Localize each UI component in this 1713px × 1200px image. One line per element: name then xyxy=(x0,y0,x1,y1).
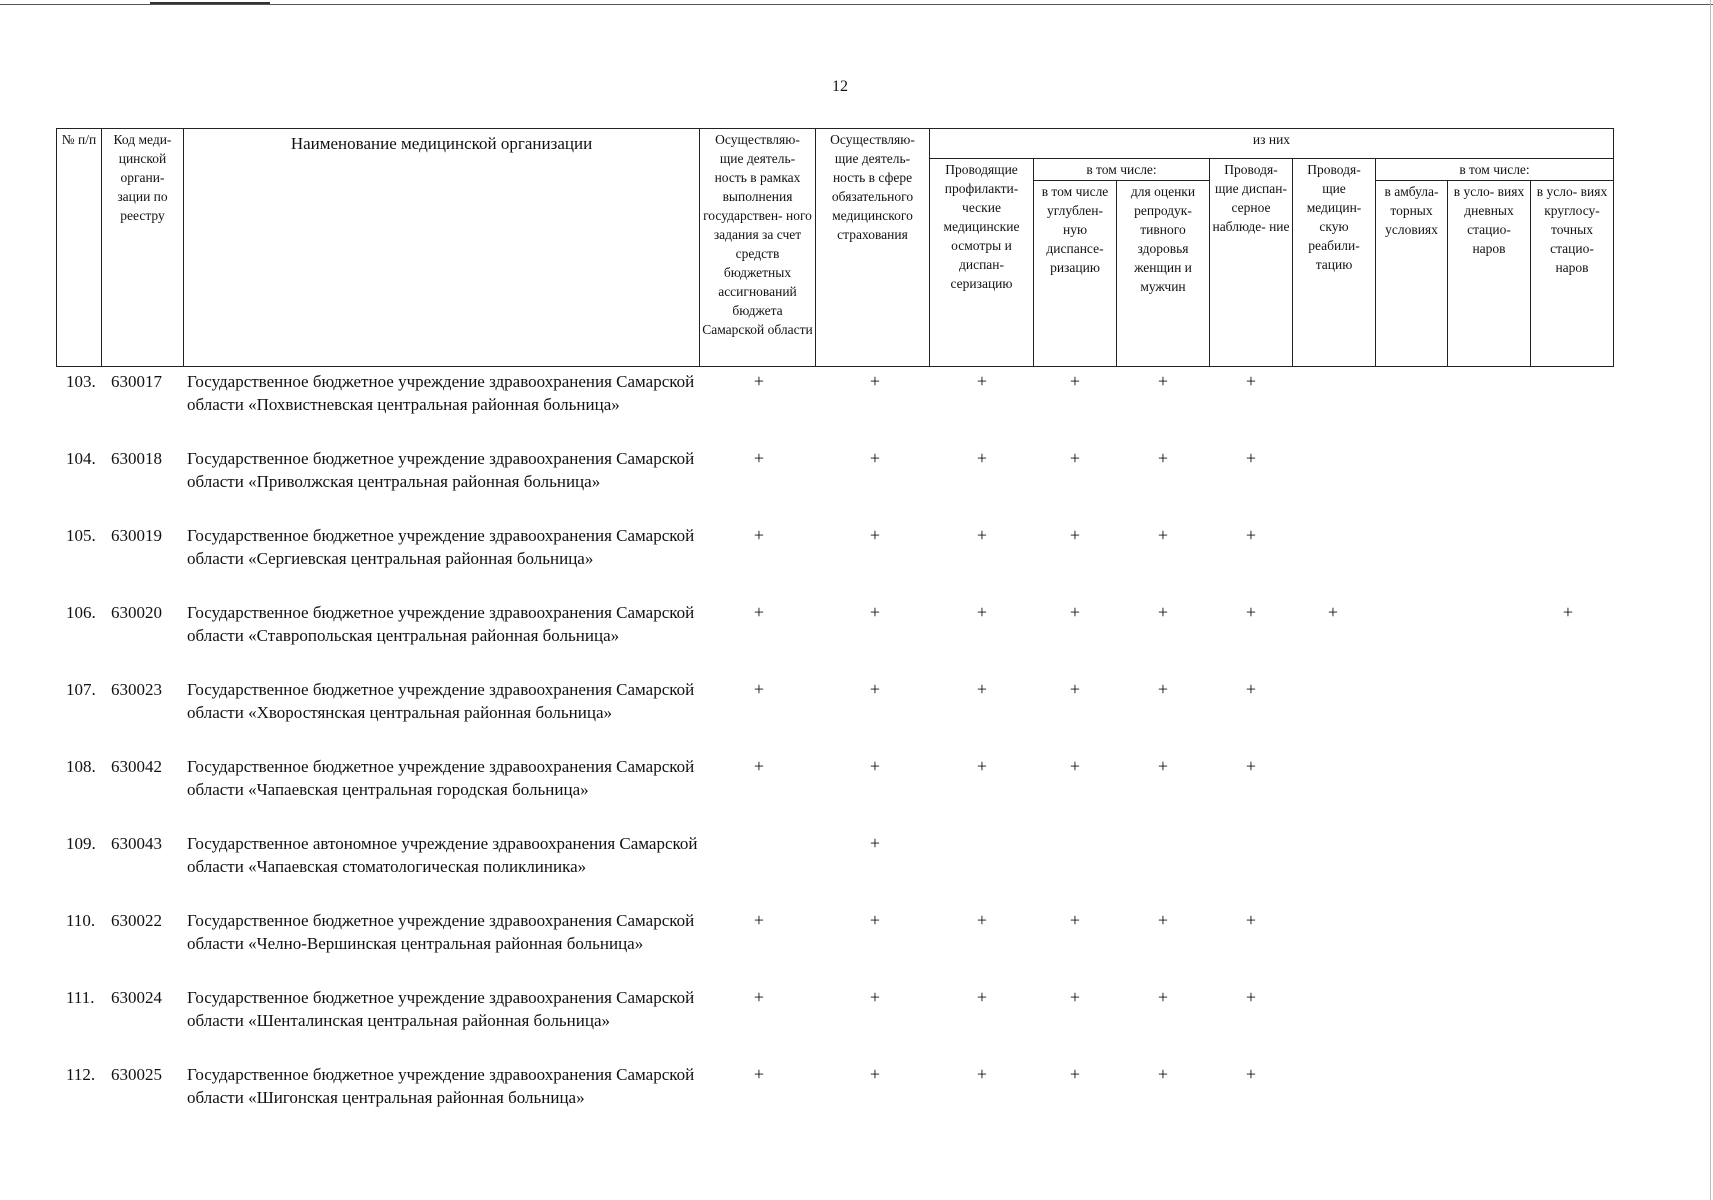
mark-disp: + xyxy=(1245,756,1257,776)
row-code: 630017 xyxy=(111,372,162,391)
mark-prof: + xyxy=(976,602,988,622)
header-budget: Осуществляю- щие деятель- ность в рамках выполнения государствен- ного задания за счет средств бюджетных ассигнований бюджета Самарской области xyxy=(700,129,816,367)
row-number: 106. xyxy=(66,603,96,622)
row-code: 630042 xyxy=(111,757,162,776)
header-reprod: для оценки репродук- тивного здоровья женщин и мужчин xyxy=(1117,181,1210,367)
table-row xyxy=(56,909,1616,986)
header-v-tom-chisle-1: в том числе: xyxy=(1034,159,1210,181)
page-right-border xyxy=(1710,0,1711,1200)
mark-oms: + xyxy=(869,987,881,1007)
row-name: Государственное бюджетное учреждение здравоохранения Самарской области «Шенталинская центральная районная больница» xyxy=(187,988,695,1030)
mark-oms: + xyxy=(869,679,881,699)
mark-budget: + xyxy=(753,987,765,1007)
mark-budget: + xyxy=(753,371,765,391)
header-ambul: в амбула- торных условиях xyxy=(1376,181,1448,367)
mark-oms: + xyxy=(869,833,881,853)
row-name: Государственное автономное учреждение здравоохранения Самарской области «Чапаевская стоматологическая поликлиника» xyxy=(187,834,698,876)
row-name: Государственное бюджетное учреждение здравоохранения Самарской области «Шигонская центральная районная больница» xyxy=(187,1065,695,1107)
mark-reprod: + xyxy=(1157,602,1169,622)
header-code: Код меди- цинской органи- зации по реестру xyxy=(102,129,184,367)
header-name: Наименование медицинской организации xyxy=(184,129,700,367)
table-row xyxy=(56,447,1616,524)
mark-reprod: + xyxy=(1157,987,1169,1007)
mark-disp: + xyxy=(1245,602,1257,622)
mark-oms: + xyxy=(869,602,881,622)
page-top-border xyxy=(0,4,1713,5)
row-number: 105. xyxy=(66,526,96,545)
mark-uglub: + xyxy=(1069,1064,1081,1084)
row-code: 630019 xyxy=(111,526,162,545)
header-oms: Осуществляю- щие деятель- ность в сфере обязательного медицинского страхования xyxy=(816,129,930,367)
row-name: Государственное бюджетное учреждение здравоохранения Самарской области «Ставропольская центральная районная больница» xyxy=(187,603,695,645)
page-number: 12 xyxy=(832,78,848,95)
table-row xyxy=(56,601,1616,678)
header-num: № п/п xyxy=(57,129,102,367)
header-iz-nih: из них xyxy=(930,129,1614,159)
mark-budget: + xyxy=(753,910,765,930)
row-number: 112. xyxy=(66,1065,96,1084)
table-header xyxy=(56,128,1614,367)
row-name: Государственное бюджетное учреждение здравоохранения Самарской области «Чапаевская центральная городская больница» xyxy=(187,757,695,799)
mark-prof: + xyxy=(976,679,988,699)
table-row xyxy=(56,370,1616,447)
mark-uglub: + xyxy=(1069,756,1081,776)
mark-reprod: + xyxy=(1157,371,1169,391)
mark-budget: + xyxy=(753,756,765,776)
mark-prof: + xyxy=(976,448,988,468)
mark-reprod: + xyxy=(1157,525,1169,545)
mark-budget: + xyxy=(753,679,765,699)
mark-oms: + xyxy=(869,448,881,468)
row-number: 103. xyxy=(66,372,96,391)
mark-oms: + xyxy=(869,371,881,391)
row-name: Государственное бюджетное учреждение здравоохранения Самарской области «Хворостянская центральная районная больница» xyxy=(187,680,695,722)
header-uglub: в том числе углублен- ную диспансе- ризацию xyxy=(1034,181,1117,367)
mark-budget: + xyxy=(753,1064,765,1084)
mark-prof: + xyxy=(976,371,988,391)
row-number: 111. xyxy=(66,988,95,1007)
row-code: 630020 xyxy=(111,603,162,622)
mark-disp: + xyxy=(1245,1064,1257,1084)
mark-uglub: + xyxy=(1069,987,1081,1007)
row-name: Государственное бюджетное учреждение здравоохранения Самарской области «Похвистневская центральная районная больница» xyxy=(187,372,695,414)
header-disp: Проводя- щие диспан- серное наблюде- ние xyxy=(1210,159,1293,367)
table-row xyxy=(56,832,1616,909)
header-round: в усло- виях круглосу- точных стацио- наров xyxy=(1531,181,1614,367)
row-code: 630023 xyxy=(111,680,162,699)
row-name: Государственное бюджетное учреждение здравоохранения Самарской области «Приволжская центральная районная больница» xyxy=(187,449,695,491)
row-number: 110. xyxy=(66,911,96,930)
mark-uglub: + xyxy=(1069,602,1081,622)
mark-rehab: + xyxy=(1327,602,1339,622)
mark-uglub: + xyxy=(1069,448,1081,468)
mark-reprod: + xyxy=(1157,910,1169,930)
mark-oms: + xyxy=(869,756,881,776)
mark-oms: + xyxy=(869,1064,881,1084)
mark-budget: + xyxy=(753,525,765,545)
header-rehab: Проводя- щие медицин- скую реабили- тацию xyxy=(1293,159,1376,367)
table-body xyxy=(56,370,1616,1140)
mark-reprod: + xyxy=(1157,448,1169,468)
row-number: 108. xyxy=(66,757,96,776)
mark-uglub: + xyxy=(1069,371,1081,391)
header-day: в усло- виях дневных стацио- наров xyxy=(1448,181,1531,367)
mark-disp: + xyxy=(1245,679,1257,699)
page-top-border-mark xyxy=(150,2,270,4)
row-name: Государственное бюджетное учреждение здравоохранения Самарской области «Сергиевская центральная районная больница» xyxy=(187,526,695,568)
mark-disp: + xyxy=(1245,910,1257,930)
row-code: 630018 xyxy=(111,449,162,468)
mark-prof: + xyxy=(976,1064,988,1084)
row-code: 630025 xyxy=(111,1065,162,1084)
table-row xyxy=(56,986,1616,1063)
mark-budget: + xyxy=(753,602,765,622)
mark-disp: + xyxy=(1245,371,1257,391)
row-number: 104. xyxy=(66,449,96,468)
mark-reprod: + xyxy=(1157,756,1169,776)
header-v-tom-chisle-2: в том числе: xyxy=(1376,159,1614,181)
table-row xyxy=(56,755,1616,832)
row-code: 630022 xyxy=(111,911,162,930)
row-number: 107. xyxy=(66,680,96,699)
header-prof: Проводящие профилакти- ческие медицинские осмотры и диспан- серизацию xyxy=(930,159,1034,367)
mark-prof: + xyxy=(976,525,988,545)
table-row xyxy=(56,1063,1616,1140)
mark-uglub: + xyxy=(1069,679,1081,699)
mark-prof: + xyxy=(976,756,988,776)
row-code: 630043 xyxy=(111,834,162,853)
mark-budget: + xyxy=(753,448,765,468)
table-row xyxy=(56,524,1616,601)
row-number: 109. xyxy=(66,834,96,853)
mark-round: + xyxy=(1562,602,1574,622)
mark-disp: + xyxy=(1245,525,1257,545)
mark-oms: + xyxy=(869,525,881,545)
mark-reprod: + xyxy=(1157,679,1169,699)
mark-disp: + xyxy=(1245,987,1257,1007)
mark-uglub: + xyxy=(1069,910,1081,930)
mark-disp: + xyxy=(1245,448,1257,468)
table-row xyxy=(56,678,1616,755)
mark-oms: + xyxy=(869,910,881,930)
mark-prof: + xyxy=(976,910,988,930)
row-code: 630024 xyxy=(111,988,162,1007)
mark-prof: + xyxy=(976,987,988,1007)
row-name: Государственное бюджетное учреждение здравоохранения Самарской области «Челно-Вершинская центральная районная больница» xyxy=(187,911,695,953)
mark-reprod: + xyxy=(1157,1064,1169,1084)
mark-uglub: + xyxy=(1069,525,1081,545)
